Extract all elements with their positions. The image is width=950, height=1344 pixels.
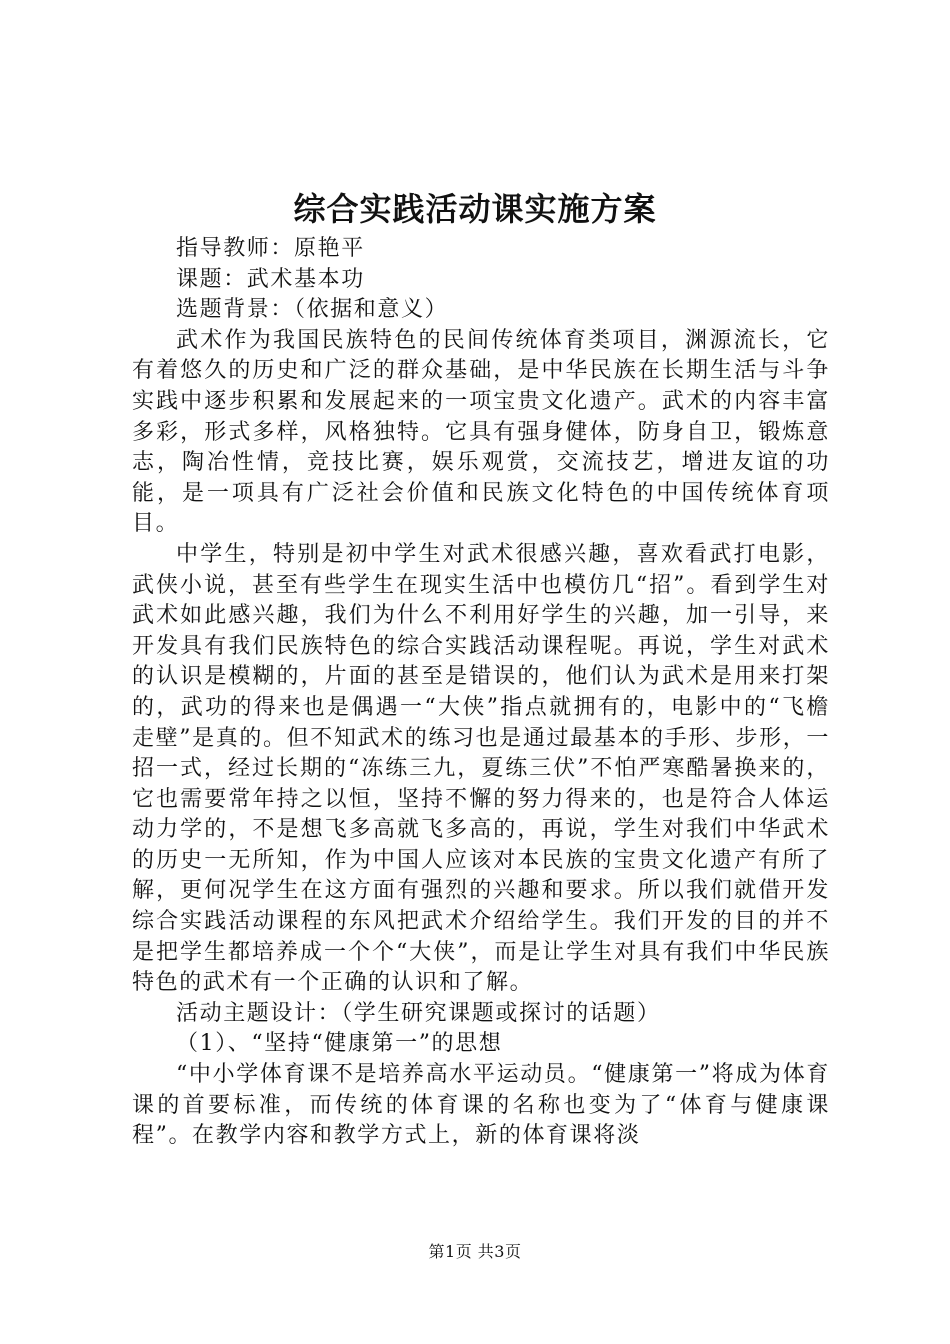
document-body xyxy=(132,234,830,1152)
background-paragraph-1: 武术作为我国民族特色的民间传统体育类项目，渊源流长，它有着悠久的历史和广泛的群众基础，是中华民族在长期生活与斗争实践中逐步积累和发展起来的一项宝贵文化遗产。武术的内容丰富多彩，形式多样，风格独特。它具有强身健体，防身自卫，锻炼意志，陶冶性情，竞技比赛，娱乐观赏，交流技艺，增进友谊的功能，是一项具有广泛社会价值和民族文化特色的中国传统体育项目。 xyxy=(132,327,830,537)
instructor-line: 指导教师：原艳平 xyxy=(176,236,365,261)
background-paragraph-2: 中学生，特别是初中学生对武术很感兴趣，喜欢看武打电影，武侠小说，甚至有些学生在现实生活中也模仿几“招”。看到学生对武术如此感兴趣，我们为什么不利用好学生的兴趣，加一引导，来开发具有我们民族特色的综合实践活动课程呢。再说，学生对武术的认识是模糊的，片面的甚至是错误的，他们认为武术是用来打架的，武功的得来也是偶遇一“大侠”指点就拥有的，电影中的“飞檐走壁”是真的。但不知武术的练习也是通过最基本的手形、步形，一招一式，经过长期的“冻练三九，夏练三伏”不怕严寒酷暑换来的，它也需要常年持之以恒，坚持不懈的努力得来的，也是符合人体运动力学的，不是想飞多高就飞多高的，再说，学生对我们中华武术的历史一无所知，作为中国人应该对本民族的宝贵文化遗产有所了解，更何况学生在这方面有强烈的兴趣和要求。所以我们就借开发综合实践活动课程的东风把武术介绍给学生。我们开发的目的并不是把学生都培养成一个个“大侠”，而是让学生对具有我们中华民族特色的武术有一个正确的认识和了解。 xyxy=(132,541,830,996)
theme-heading: 活动主题设计：（学生研究课题或探讨的话题） xyxy=(176,1000,661,1026)
theme-item-1: （1）、“坚持“健康第一”的思想 xyxy=(176,1031,503,1057)
background-heading: 选题背景：（依据和意义） xyxy=(176,297,449,323)
document-title: 综合实践活动课实施方案 xyxy=(293,190,657,228)
theme-paragraph: “中小学体育课不是培养高水平运动员。“健康第一”将成为体育课的首要标准，而传统的体育课的名称也变为了“体育与健康课程”。在教学内容和教学方式上，新的体育课将淡 xyxy=(132,1062,830,1149)
topic-line: 课题：武术基本功 xyxy=(176,266,365,292)
page-footer: 第1页 共3页 xyxy=(428,1242,522,1261)
